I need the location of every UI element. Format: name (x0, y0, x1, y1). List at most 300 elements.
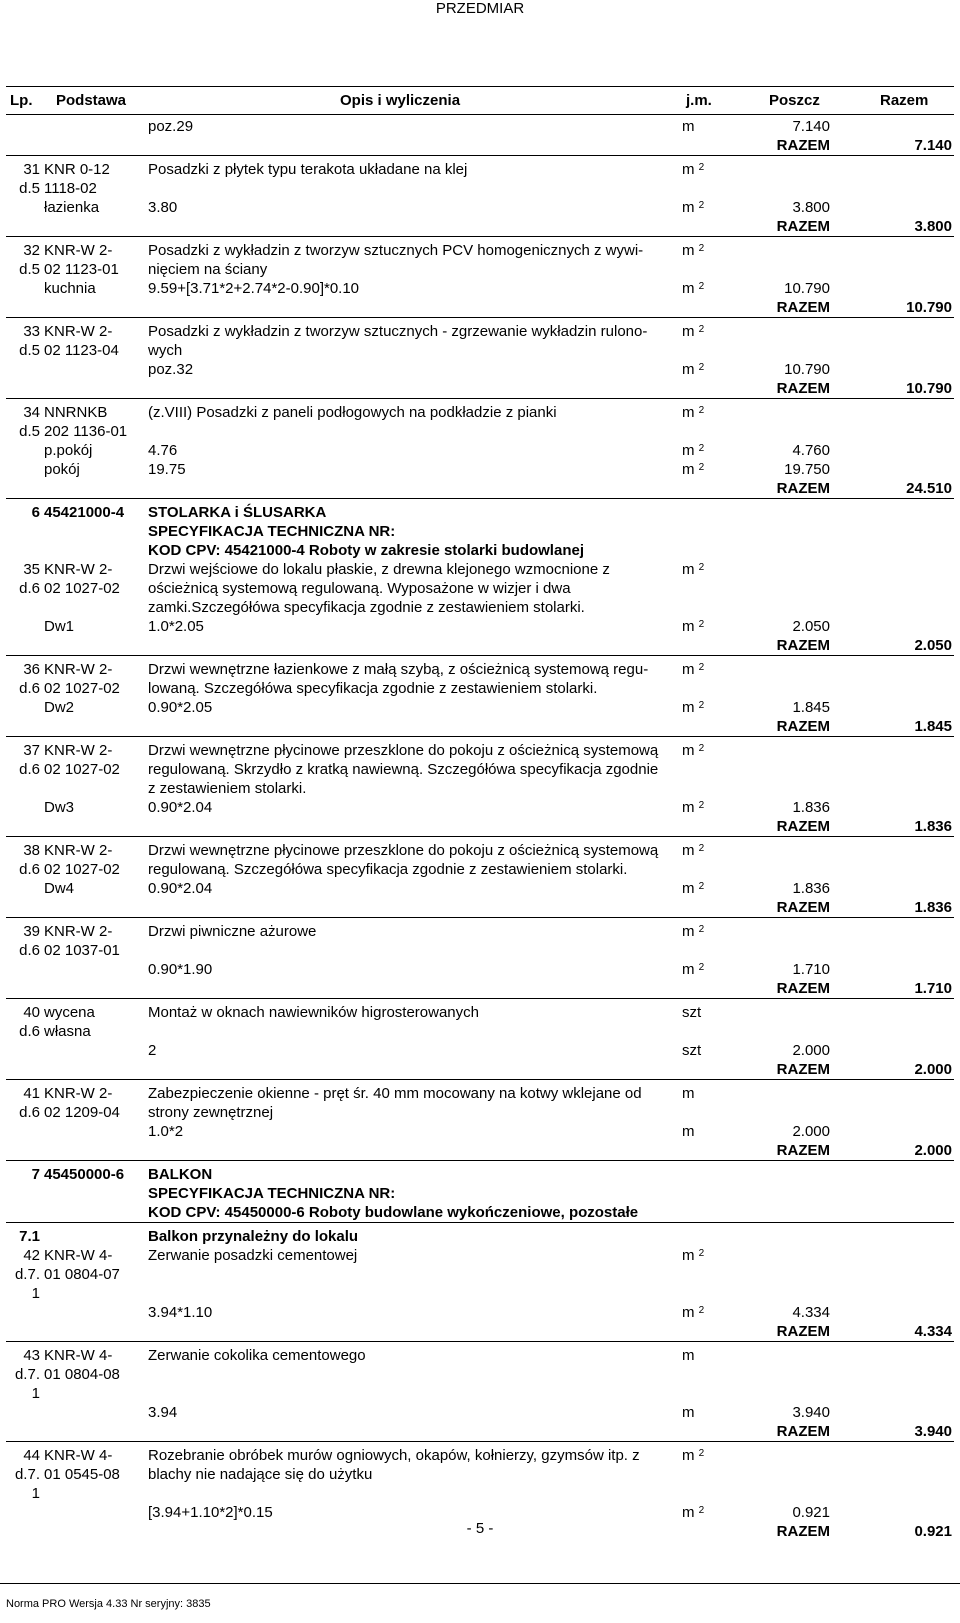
lp-cell: 1 (31, 1285, 40, 1302)
lp-cell: 6 (31, 504, 40, 521)
unit-cell (680, 979, 744, 999)
subtotal-label: RAZEM (776, 818, 830, 835)
basis-cell: KNR-W 2- (44, 842, 113, 859)
subtotal-label: RAZEM (776, 480, 830, 497)
total-cell (832, 579, 954, 598)
detail-row (6, 879, 954, 898)
description-cell (146, 379, 680, 399)
description-cell: 0.90*1.90 (148, 961, 213, 978)
description-cell: zamki.Szczegółówa specyfikacja zgodnie z zestawieniem stolarki. (148, 599, 585, 616)
unit-cell: m $^2$ (682, 1247, 705, 1264)
unit-cell: m (682, 1404, 695, 1421)
total-cell (832, 1484, 954, 1503)
description-cell (146, 898, 680, 918)
total-cell (832, 1122, 954, 1141)
description-cell: 3.94 (148, 1404, 178, 1421)
lp-cell (6, 1184, 42, 1203)
unit-cell (680, 1365, 744, 1384)
lp-cell (6, 798, 42, 817)
total-cell (832, 460, 954, 479)
unit-cell (680, 817, 744, 837)
quantity-cell (744, 260, 832, 279)
basis-cell (42, 541, 146, 560)
lp-cell: d.6 (19, 1023, 40, 1040)
section-row (6, 522, 954, 541)
basis-cell (42, 117, 146, 136)
total-cell (832, 1103, 954, 1122)
subtotal-label: RAZEM (776, 1523, 830, 1540)
col-header-lp: Lp. (10, 92, 33, 109)
basis-cell (42, 1041, 146, 1060)
total-cell (832, 598, 954, 617)
basis-cell: KNR-W 2- (44, 1085, 113, 1102)
lp-cell (6, 117, 42, 136)
header-bottom-rule (6, 114, 954, 115)
description-cell: Zerwanie posadzki cementowej (148, 1247, 358, 1264)
basis-cell: 02 1209-04 (44, 1104, 120, 1121)
position-row (6, 241, 954, 260)
lp-cell: 1 (31, 1485, 40, 1502)
detail-row (6, 1303, 954, 1322)
lp-cell (6, 1322, 42, 1342)
basis-cell (42, 598, 146, 617)
description-cell: regulowaną. Skrzydło z kratką nawiewną. Szczegółówa specyfikacja zgodnie (148, 761, 659, 778)
position-row (6, 1084, 954, 1103)
unit-cell: m (682, 1123, 695, 1140)
subtotal-row (6, 1141, 954, 1161)
basis-cell: KNR-W 2- (44, 561, 113, 578)
lp-cell (6, 1203, 42, 1223)
footer-rule (0, 1583, 960, 1584)
unit-exponent: 2 (698, 881, 705, 892)
total-cell (832, 1084, 954, 1103)
detail-row (6, 960, 954, 979)
basis-cell: KNR-W 2- (44, 742, 113, 759)
detail-row (6, 941, 954, 960)
detail-row (6, 422, 954, 441)
total-cell (832, 422, 954, 441)
total-cell (832, 760, 954, 779)
total-cell (832, 798, 954, 817)
lp-cell: d.6 (19, 580, 40, 597)
unit-exponent: 2 (698, 1448, 705, 1459)
unit-cell (680, 1384, 744, 1403)
unit-cell (680, 898, 744, 918)
lp-cell: 44 (23, 1447, 40, 1464)
unit-cell: m $^2$ (682, 1447, 705, 1464)
total-cell (832, 617, 954, 636)
header-top-rule (6, 86, 954, 87)
basis-cell (42, 1184, 146, 1203)
basis-cell (42, 636, 146, 656)
subtotal-row (6, 1422, 954, 1442)
unit-exponent: 2 (698, 843, 705, 854)
description-cell: nięciem na ściany (148, 261, 268, 278)
description-cell: z zestawieniem stolarki. (148, 780, 307, 797)
position-row (6, 322, 954, 341)
lp-cell (6, 379, 42, 399)
unit-cell (680, 1203, 744, 1223)
lp-cell: 36 (23, 661, 40, 678)
subtotal-row (6, 636, 954, 656)
basis-cell (42, 1060, 146, 1080)
quantity-cell: 1.710 (792, 961, 830, 978)
subtotal-value: 1.836 (914, 818, 952, 835)
description-cell: poz.29 (148, 118, 194, 135)
lp-cell (6, 1403, 42, 1422)
lp-cell: d.5 (19, 342, 40, 359)
detail-row (6, 1284, 954, 1303)
detail-row (6, 1465, 954, 1484)
unit-cell (680, 522, 744, 541)
subtotal-row (6, 379, 954, 399)
quantity-cell (744, 1003, 832, 1022)
lp-cell (6, 1122, 42, 1141)
lp-cell: 1 (31, 1385, 40, 1402)
unit-cell (680, 1022, 744, 1041)
description-cell: Drzwi wejściowe do lokalu płaskie, z drewna klejonego wzmocnione z (148, 561, 610, 578)
quantity-cell: 3.800 (792, 199, 830, 216)
total-cell (832, 841, 954, 860)
description-cell: KOD CPV: 45421000-4 Roboty w zakresie stolarki budowlanej (148, 542, 584, 559)
total-cell (832, 922, 954, 941)
description-cell: Montaż w oknach nawiewników higrosterowanych (148, 1004, 479, 1021)
unit-exponent: 2 (698, 443, 705, 454)
unit-cell (680, 260, 744, 279)
total-cell (832, 698, 954, 717)
col-header-jm: j.m. (686, 92, 712, 109)
total-cell (832, 1184, 954, 1203)
description-cell: 0.90*2.04 (148, 880, 213, 897)
description-cell: 0.90*2.04 (148, 799, 213, 816)
unit-cell (680, 217, 744, 237)
total-cell (832, 1346, 954, 1365)
description-cell: 19.75 (148, 461, 186, 478)
subtotal-label: RAZEM (776, 637, 830, 654)
total-cell (832, 198, 954, 217)
quantity-cell (744, 341, 832, 360)
basis-cell: KNR 0-12 (44, 161, 110, 178)
subtotal-value: 2.050 (914, 637, 952, 654)
section-row (6, 1227, 954, 1246)
basis-cell: NNRNKB (44, 404, 108, 421)
basis-cell: 02 1027-02 (44, 680, 120, 697)
unit-cell (680, 422, 744, 441)
lp-cell (6, 479, 42, 499)
quantity-cell (744, 541, 832, 560)
lp-cell (6, 717, 42, 737)
unit-exponent: 2 (698, 200, 705, 211)
unit-exponent: 2 (698, 1305, 705, 1316)
basis-cell: łazienka (44, 199, 100, 216)
position-row (6, 1003, 954, 1022)
quantity-cell: 1.845 (792, 699, 830, 716)
position-row (6, 1246, 954, 1265)
quantity-cell (744, 1265, 832, 1284)
subtotal-label: RAZEM (776, 1423, 830, 1440)
unit-cell (680, 503, 744, 522)
quantity-cell (744, 560, 832, 579)
quantity-cell: 2.000 (792, 1042, 830, 1059)
unit-cell: m $^2$ (682, 1504, 705, 1521)
description-cell (146, 1060, 680, 1080)
lp-cell (6, 636, 42, 656)
unit-cell (680, 1141, 744, 1161)
basis-cell: KNR-W 2- (44, 323, 113, 340)
unit-exponent: 2 (698, 562, 705, 573)
lp-cell: 7.1 (19, 1228, 40, 1245)
subtotal-label: RAZEM (776, 380, 830, 397)
lp-cell: d.7. (14, 1366, 40, 1383)
unit-exponent: 2 (698, 162, 705, 173)
basis-cell: 02 1123-01 (44, 261, 119, 278)
total-cell (832, 560, 954, 579)
total-cell (832, 1446, 954, 1465)
col-header-poszcz: Poszcz (769, 92, 820, 109)
quantity-cell: 10.790 (784, 280, 830, 297)
unit-exponent: 2 (698, 1248, 705, 1259)
quantity-cell (744, 503, 832, 522)
total-cell (832, 1303, 954, 1322)
basis-cell: 02 1027-02 (44, 580, 120, 597)
subtotal-label: RAZEM (776, 899, 830, 916)
quantity-cell: 10.790 (784, 361, 830, 378)
quantity-cell (744, 779, 832, 798)
description-cell (146, 1322, 680, 1342)
basis-cell: KNR-W 2- (44, 242, 113, 259)
subtotal-label: RAZEM (776, 218, 830, 235)
detail-row (6, 1484, 954, 1503)
unit-cell (680, 1484, 744, 1503)
col-header-podstawa: Podstawa (56, 92, 127, 109)
description-cell (146, 1365, 680, 1384)
basis-cell: 01 0804-07 (44, 1266, 120, 1283)
total-cell (832, 879, 954, 898)
detail-row (6, 1384, 954, 1403)
unit-cell: m (682, 118, 695, 135)
unit-cell (680, 1227, 744, 1246)
total-cell (832, 1165, 954, 1184)
basis-cell (42, 379, 146, 399)
unit-exponent: 2 (698, 962, 705, 973)
unit-cell: m $^2$ (682, 842, 705, 859)
basis-cell: Dw2 (44, 699, 75, 716)
description-cell (146, 941, 680, 960)
description-cell (146, 1141, 680, 1161)
lp-cell (6, 198, 42, 217)
quantity-cell (744, 1346, 832, 1365)
unit-cell (680, 1265, 744, 1284)
unit-cell (680, 636, 744, 656)
unit-cell: m $^2$ (682, 799, 705, 816)
quantity-cell: 1.836 (792, 799, 830, 816)
unit-cell: m $^2$ (682, 323, 705, 340)
unit-exponent: 2 (698, 662, 705, 673)
lp-cell: d.6 (19, 680, 40, 697)
basis-cell (42, 1122, 146, 1141)
description-cell (146, 1422, 680, 1442)
total-cell (832, 179, 954, 198)
subtotal-row (6, 1060, 954, 1080)
description-cell (146, 1022, 680, 1041)
detail-row (6, 279, 954, 298)
unit-cell: m $^2$ (682, 661, 705, 678)
total-cell (832, 960, 954, 979)
basis-cell (42, 1284, 146, 1303)
detail-row (6, 117, 954, 136)
total-cell (832, 160, 954, 179)
lp-cell (6, 779, 42, 798)
unit-exponent: 2 (698, 619, 705, 630)
unit-cell: m $^2$ (682, 199, 705, 216)
unit-cell: m $^2$ (682, 618, 705, 635)
basis-cell (42, 136, 146, 156)
unit-cell (680, 717, 744, 737)
col-header-razem: Razem (880, 92, 929, 109)
detail-row (6, 679, 954, 698)
total-cell (832, 1227, 954, 1246)
detail-row (6, 1122, 954, 1141)
description-cell: Zerwanie cokolika cementowego (148, 1347, 366, 1364)
quantity-cell: 3.940 (792, 1404, 830, 1421)
unit-cell (680, 598, 744, 617)
unit-cell: m $^2$ (682, 1304, 705, 1321)
lp-cell (6, 279, 42, 298)
col-header-opis: Opis i wyliczenia (340, 92, 461, 109)
detail-row (6, 341, 954, 360)
quantity-cell: 1.836 (792, 880, 830, 897)
basis-cell (42, 298, 146, 318)
lp-cell: 37 (23, 742, 40, 759)
subtotal-row (6, 717, 954, 737)
total-cell (832, 360, 954, 379)
quantity-cell (744, 1227, 832, 1246)
unit-exponent: 2 (698, 700, 705, 711)
unit-cell: m $^2$ (682, 923, 705, 940)
total-cell (832, 1403, 954, 1422)
subtotal-value: 10.790 (906, 299, 952, 316)
description-cell: SPECYFIKACJA TECHNICZNA NR: (148, 523, 396, 540)
unit-cell (680, 541, 744, 560)
quantity-cell (744, 522, 832, 541)
detail-row (6, 779, 954, 798)
description-cell: 3.94*1.10 (148, 1304, 213, 1321)
basis-cell: 01 0804-08 (44, 1366, 120, 1383)
unit-cell: m $^2$ (682, 880, 705, 897)
description-cell: Drzwi wewnętrzne płycinowe przeszklone do pokoju z ościeżnicą systemową (148, 842, 659, 859)
basis-cell: Dw3 (44, 799, 75, 816)
subtotal-value: 24.510 (906, 480, 952, 497)
unit-cell (680, 341, 744, 360)
basis-cell: 01 0545-08 (44, 1466, 120, 1483)
subtotal-row (6, 217, 954, 237)
unit-cell: m $^2$ (682, 280, 705, 297)
unit-cell (680, 1060, 744, 1080)
quantity-cell (744, 179, 832, 198)
section-row (6, 1184, 954, 1203)
description-cell: [3.94+1.10*2]*0.15 (148, 1504, 273, 1521)
lp-cell: 32 (23, 242, 40, 259)
quantity-cell (744, 579, 832, 598)
basis-cell (42, 1322, 146, 1342)
detail-row (6, 198, 954, 217)
detail-row (6, 1365, 954, 1384)
position-row (6, 1346, 954, 1365)
subtotal-row (6, 1322, 954, 1342)
description-cell: 3.80 (148, 199, 178, 216)
total-cell (832, 1384, 954, 1403)
basis-cell: 45421000-4 (44, 504, 125, 521)
detail-row (6, 360, 954, 379)
lp-cell (6, 441, 42, 460)
detail-row (6, 860, 954, 879)
description-cell (146, 979, 680, 999)
basis-cell: 1118-02 (44, 180, 97, 197)
description-cell: Posadzki z płytek typu terakota układane na klej (148, 161, 468, 178)
total-cell (832, 241, 954, 260)
description-cell: Drzwi wewnętrzne płycinowe przeszklone do pokoju z ościeżnicą systemową (148, 742, 659, 759)
quantity-cell (744, 1284, 832, 1303)
description-cell: KOD CPV: 45450000-6 Roboty budowlane wykończeniowe, pozostałe (148, 1204, 639, 1221)
unit-cell: m $^2$ (682, 161, 705, 178)
total-cell (832, 503, 954, 522)
basis-cell: p.pokój (44, 442, 93, 459)
unit-cell (680, 1322, 744, 1342)
unit-cell (680, 1284, 744, 1303)
total-cell (832, 1284, 954, 1303)
total-cell (832, 779, 954, 798)
unit-cell: m $^2$ (682, 561, 705, 578)
lp-cell (6, 298, 42, 318)
description-cell: 0.90*2.05 (148, 699, 213, 716)
lp-cell (6, 898, 42, 918)
basis-cell (42, 960, 146, 979)
section-row (6, 503, 954, 522)
description-cell (146, 479, 680, 499)
quantity-cell (744, 241, 832, 260)
position-row (6, 560, 954, 579)
lp-cell (6, 1422, 42, 1442)
total-cell (832, 1465, 954, 1484)
total-cell (832, 1365, 954, 1384)
section-row (6, 1203, 954, 1223)
detail-row (6, 460, 954, 479)
description-cell (146, 1284, 680, 1303)
basis-cell (42, 1303, 146, 1322)
total-cell (832, 1022, 954, 1041)
description-cell: Rozebranie obróbek murów ogniowych, okapów, kołnierzy, gzymsów itp. z (148, 1447, 640, 1464)
description-cell: Zabezpieczenie okienne - pręt śr. 40 mm mocowany na kotwy wklejane od (148, 1085, 642, 1102)
quantity-cell: 7.140 (792, 118, 830, 135)
unit-cell (680, 1165, 744, 1184)
quantity-cell (744, 1384, 832, 1403)
lp-cell: d.7. (14, 1266, 40, 1283)
detail-row (6, 179, 954, 198)
basis-cell (42, 1484, 146, 1503)
detail-row (6, 1103, 954, 1122)
quantity-cell (744, 679, 832, 698)
position-row (6, 403, 954, 422)
lp-cell: d.6 (19, 861, 40, 878)
basis-cell: 02 1027-02 (44, 761, 120, 778)
description-cell: wych (148, 342, 183, 359)
total-cell (832, 441, 954, 460)
lp-cell: 38 (23, 842, 40, 859)
subtotal-value: 2.000 (914, 1142, 952, 1159)
total-cell (832, 1003, 954, 1022)
description-cell: Drzwi piwniczne ażurowe (148, 923, 317, 940)
total-cell (832, 541, 954, 560)
